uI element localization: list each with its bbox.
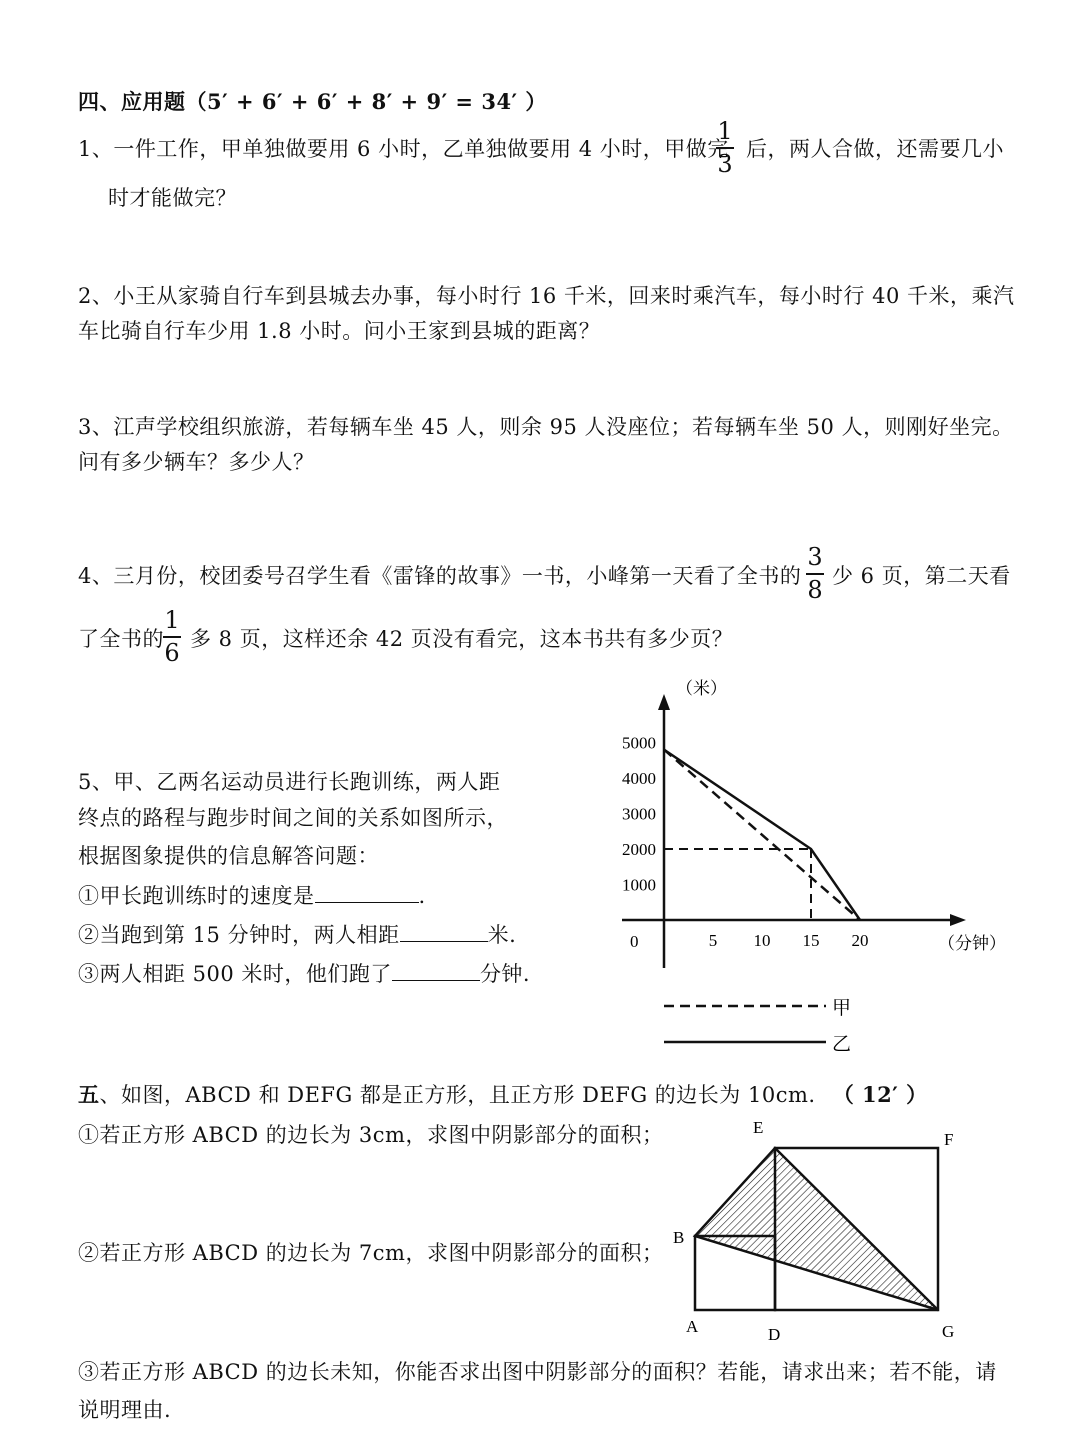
fraction-bar bbox=[716, 147, 734, 149]
y-tick-label-5000: 5000 bbox=[622, 733, 656, 753]
origin-label: 0 bbox=[630, 932, 639, 951]
section5-sub2: ②若正方形 ABCD 的边长为 7cm，求图中阴影部分的面积； bbox=[78, 1241, 664, 1265]
x-axis-arrow bbox=[950, 914, 966, 926]
section5-points: （ 12′ ） bbox=[832, 1082, 928, 1107]
x-axis-title: （分钟） bbox=[938, 934, 1006, 953]
section5-number: 五 bbox=[78, 1082, 100, 1107]
label-D: D bbox=[768, 1325, 781, 1344]
q5-sub2-text: ②当跑到第 15 分钟时，两人相距 bbox=[78, 923, 400, 947]
label-B: B bbox=[673, 1228, 685, 1247]
label-F: F bbox=[944, 1130, 954, 1149]
q5-sub3-end: 分钟. bbox=[479, 962, 531, 986]
q5-sub2 bbox=[78, 921, 516, 949]
q5-line2: 终点的路程与跑步时间之间的关系如图所示， bbox=[78, 806, 508, 830]
q4-fraction-1 bbox=[806, 544, 824, 603]
distance-time-chart bbox=[600, 670, 1020, 1070]
section5-sub3-line1: ③若正方形 ABCD 的边长未知，你能否求出图中阴影部分的面积？若能，请求出来；若不能，请 bbox=[78, 1360, 997, 1384]
section5-prompt: 、如图，ABCD 和 DEFG 都是正方形，且正方形 DEFG 的边长为 10cm. bbox=[99, 1083, 816, 1107]
y-tick-label-1000: 1000 bbox=[622, 875, 656, 895]
q4-fraction-1-denominator: 8 bbox=[807, 576, 823, 604]
q3-line2: 问有多少辆车？多少人？ bbox=[78, 450, 315, 474]
q5-line3: 根据图象提供的信息解答问题： bbox=[78, 844, 379, 868]
q1-fraction bbox=[716, 118, 734, 177]
q3-line1: 3、江声学校组织旅游，若每辆车坐 45 人，则余 95 人没座位；若每辆车坐 50 人，则刚好坐完。 bbox=[78, 415, 1014, 439]
x-tick-label-5: 5 bbox=[708, 931, 718, 950]
answer-blank bbox=[400, 921, 488, 942]
section5-sub3-line2: 说明理由. bbox=[78, 1398, 172, 1422]
q4-text-c: 了全书的 bbox=[78, 627, 164, 651]
q5-sub1-text: ①甲长跑训练时的速度是 bbox=[78, 884, 315, 908]
q1-text-a: 1、一件工作，甲单独做要用 6 小时，乙单独做要用 4 小时，甲做完 bbox=[78, 137, 729, 161]
series-line-jia bbox=[664, 750, 860, 920]
q1-text-c: 时才能做完？ bbox=[108, 186, 237, 210]
y-tick-label-2000: 2000 bbox=[622, 840, 656, 859]
answer-blank bbox=[315, 882, 419, 903]
q1-fraction-denominator: 3 bbox=[717, 150, 733, 178]
fraction-bar bbox=[806, 573, 824, 575]
q4-fraction-1-numerator: 3 bbox=[807, 543, 823, 571]
legend-label-yi: 乙 bbox=[832, 1034, 852, 1055]
x-tick-label-20: 20 bbox=[851, 931, 869, 950]
y-axis-title: （米） bbox=[676, 679, 727, 698]
q2-line1: 2、小王从家骑自行车到县城去办事，每小时行 16 千米，回来时乘汽车，每小时行 40 千米，乘汽 bbox=[78, 284, 1015, 308]
label-G: G bbox=[942, 1322, 955, 1341]
legend-label-jia: 甲 bbox=[832, 998, 852, 1019]
y-axis-arrow bbox=[658, 694, 670, 710]
q4-text-d: 多 8 页，这样还余 42 页没有看完，这本书共有多少页？ bbox=[190, 627, 734, 651]
q5-sub1 bbox=[78, 882, 426, 910]
q1-text-b: 后，两人合做，还需要几小 bbox=[746, 137, 1004, 161]
q5-sub2-end: 米. bbox=[487, 923, 517, 947]
label-A: A bbox=[686, 1317, 699, 1336]
y-tick-label-4000: 4000 bbox=[622, 769, 656, 788]
q5-sub3 bbox=[78, 960, 530, 988]
x-tick-label-15: 15 bbox=[802, 931, 820, 950]
squares-figure bbox=[660, 1110, 980, 1350]
q5-sub1-end: . bbox=[418, 884, 426, 908]
x-tick-label-10: 10 bbox=[753, 931, 771, 950]
chart-layer bbox=[622, 679, 1006, 1055]
fraction-bar bbox=[163, 636, 181, 638]
section4-header: 四、应用题（5′ + 6′ + 6′ + 8′ + 9′ = 34′ ） bbox=[78, 89, 547, 114]
section5-header bbox=[78, 1081, 928, 1109]
q1-fraction-numerator: 1 bbox=[717, 117, 733, 145]
q5-line1: 5、甲、乙两名运动员进行长跑训练，两人距 bbox=[78, 770, 501, 794]
q2-line2: 车比骑自行车少用 1.8 小时。问小王家到县城的距离？ bbox=[78, 319, 601, 343]
y-tick-label-3000: 3000 bbox=[622, 804, 656, 824]
q4-fraction-2-numerator: 1 bbox=[164, 606, 180, 634]
label-E: E bbox=[753, 1118, 764, 1137]
shaded-triangle-BEG bbox=[695, 1148, 938, 1310]
q4-fraction-2 bbox=[163, 607, 181, 666]
q4-text-a: 4、三月份，校团委号召学生看《雷锋的故事》一书，小峰第一天看了全书的 bbox=[78, 564, 802, 588]
q4-fraction-2-denominator: 6 bbox=[164, 639, 180, 667]
q4-text-b: 少 6 页，第二天看 bbox=[832, 564, 1011, 588]
answer-blank bbox=[392, 960, 480, 981]
section5-sub1: ①若正方形 ABCD 的边长为 3cm，求图中阴影部分的面积； bbox=[78, 1123, 664, 1147]
q5-sub3-text: ③两人相距 500 米时，他们跑了 bbox=[78, 962, 392, 986]
